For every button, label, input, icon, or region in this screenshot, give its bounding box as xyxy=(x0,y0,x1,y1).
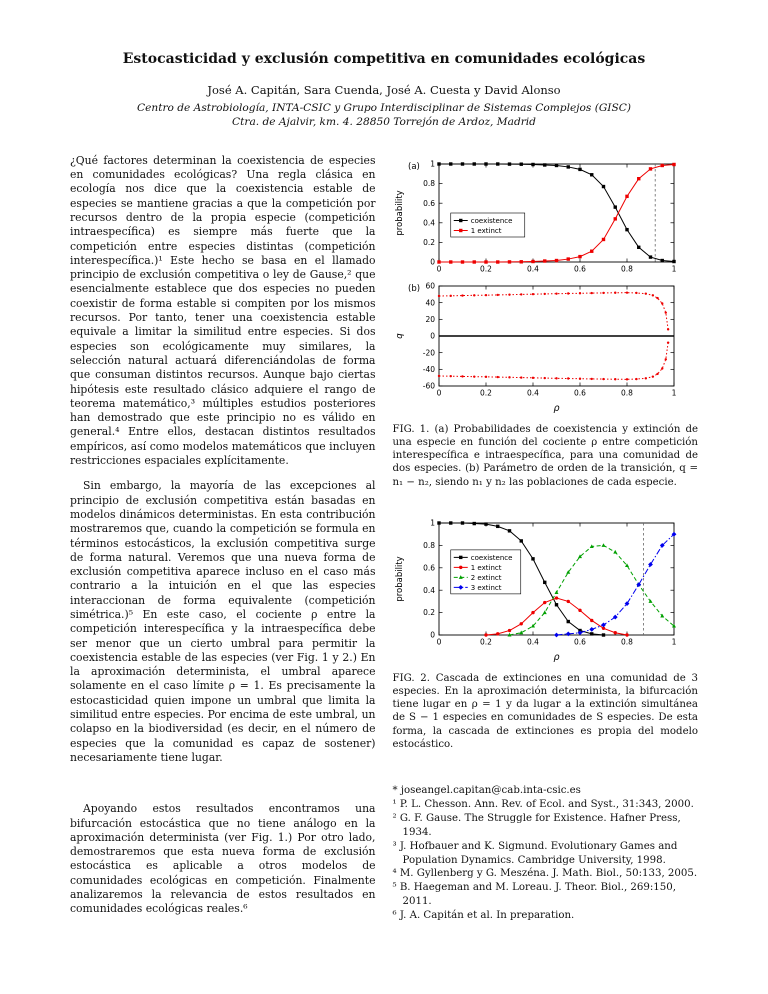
svg-text:coexistence: coexistence xyxy=(470,553,512,562)
left-column xyxy=(70,154,376,923)
svg-text:-40: -40 xyxy=(422,364,435,374)
svg-text:1: 1 xyxy=(429,518,435,528)
figure-1a-chart xyxy=(393,154,699,278)
svg-text:(a): (a) xyxy=(407,161,420,172)
footnote: ¹ P. L. Chesson. Ann. Rev. of Ecol. and Syst., 31:343, 2000. xyxy=(392,798,694,810)
svg-text:0.2: 0.2 xyxy=(479,264,492,274)
svg-text:0: 0 xyxy=(436,264,441,274)
svg-text:0.8: 0.8 xyxy=(422,178,435,188)
svg-text:40: 40 xyxy=(424,298,435,308)
svg-text:q: q xyxy=(394,333,405,339)
svg-text:0.8: 0.8 xyxy=(422,540,435,550)
svg-text:0.6: 0.6 xyxy=(422,198,435,208)
footnote: ⁵ B. Haegeman and M. Loreau. J. Theor. Biol., 269:150, 2011. xyxy=(392,882,676,908)
figure-2-chart xyxy=(393,515,699,667)
paper-title: Estocasticidad y exclusión competitiva en comunidades ecológicas xyxy=(122,51,646,67)
svg-text:(b): (b) xyxy=(407,283,420,294)
svg-text:ρ: ρ xyxy=(552,402,560,414)
svg-text:0: 0 xyxy=(436,388,441,398)
paper-authors: José A. Capitán, Sara Cuenda, José A. Cuesta y David Alonso xyxy=(207,83,561,98)
svg-text:1 extinct: 1 extinct xyxy=(470,226,501,235)
figure-1 xyxy=(393,154,699,489)
two-column-layout xyxy=(70,154,698,923)
svg-text:coexistence: coexistence xyxy=(470,216,512,225)
svg-text:1: 1 xyxy=(671,388,676,398)
svg-text:-20: -20 xyxy=(422,348,435,358)
svg-text:probability: probability xyxy=(394,190,405,236)
svg-text:20: 20 xyxy=(424,314,435,324)
paper-header xyxy=(70,50,698,130)
svg-text:3 extinct: 3 extinct xyxy=(470,583,501,592)
svg-text:0.4: 0.4 xyxy=(526,637,539,647)
paragraph-3: Apoyando estos resultados encontramos una bifurcación estocástica que no tiene análogo en la aproximación determinista (ver Fig. 1.) Por otro lado, demostraremos que esta nueva forma de exclusión estocástica es aplicable a otros modelos de comunidades ecológicas en competición. Finalmente analizaremos la relevancia de estos resultados en comunidades ecológicas reales.⁶ xyxy=(70,802,376,916)
figure-1-caption: FIG. 1. (a) Probabilidades de coexistencia y extinción de una especie en función del cociente ρ entre competición interespecífica e intraespecífica, para una comunidad de dos especies. (b) Parámetro de orden de la transición, q = n₁ − n₂, siendo n₁ y n₂ las poblaciones de cada especie. xyxy=(392,423,698,488)
svg-text:1: 1 xyxy=(671,264,676,274)
footnote: ² G. F. Gause. The Struggle for Existence. Hafner Press, 1934. xyxy=(392,812,681,838)
svg-text:0: 0 xyxy=(429,257,435,267)
footnote: ⁶ J. A. Capitán et al. In preparation. xyxy=(392,910,575,922)
svg-text:1: 1 xyxy=(671,637,676,647)
svg-text:0.4: 0.4 xyxy=(526,388,539,398)
svg-text:0.2: 0.2 xyxy=(422,237,435,247)
figure-1b-chart xyxy=(393,278,699,418)
svg-text:0.8: 0.8 xyxy=(620,388,633,398)
svg-text:2 extinct: 2 extinct xyxy=(470,573,501,582)
paper-affiliation: Centro de Astrobiología, INTA-CSIC y Grupo Interdisciplinar de Sistemas Complejos (GISC) xyxy=(137,102,631,115)
footnote: ³ J. Hofbauer and K. Sigmund. Evolutionary Games and Population Dynamics. Cambridge University, 1998. xyxy=(392,840,678,866)
svg-text:0.6: 0.6 xyxy=(422,563,435,573)
svg-text:0.2: 0.2 xyxy=(479,388,492,398)
svg-text:0.8: 0.8 xyxy=(620,264,633,274)
figure-2 xyxy=(393,515,699,751)
footnotes xyxy=(393,784,699,923)
footnote: * joseangel.capitan@cab.inta-csic.es xyxy=(392,785,581,797)
right-column xyxy=(393,154,699,923)
svg-text:0.8: 0.8 xyxy=(620,637,633,647)
figure-2-caption: FIG. 2. Cascada de extinciones en una comunidad de 3 especies. En la aproximación determinista, la bifurcación tiene lugar en ρ = 1 y da lugar a la extinción simultánea de S − 1 especies en comunidades de S especies. De esta forma, la cascada de extinciones es propia del modelo estocástico. xyxy=(392,672,698,750)
svg-text:ρ: ρ xyxy=(552,651,560,663)
svg-text:0.4: 0.4 xyxy=(422,585,435,595)
svg-text:-60: -60 xyxy=(422,381,435,391)
svg-text:1: 1 xyxy=(429,159,435,169)
svg-text:0.6: 0.6 xyxy=(573,264,586,274)
footnote: ⁴ M. Gyllenberg y G. Meszéna. J. Math. Biol., 50:133, 2005. xyxy=(392,868,698,880)
svg-text:0.4: 0.4 xyxy=(422,218,435,228)
svg-text:probability: probability xyxy=(394,556,405,602)
paragraph-1: ¿Qué factores determinan la coexistencia de especies en comunidades ecológicas? Una regla clásica en ecología nos dice que la coexistencia estable de especies se mantiene gracias a que la competición por recursos dentro de la propia especie (competición intraespecífica) es siempre más fuerte que la competición entre especies distintas (competición interespecífica.)¹ Este hecho se basa en el llamado principio de exclusión competitiva o ley de Gause,² que esencialmente establece que dos especies no pueden coexistir de forma estable si compiten por los mismos recursos. Por tanto, tener una coexistencia estable equivale a limitar la similitud entre especies. Si dos especies son ecológicamente muy similares, la selección natural actuará diferenciándolas de forma que consuman distintos recursos. Aunque bajo ciertas hipótesis este resultado clásico adquiere el rango de teorema matemático,³ múltiples estudios posteriores han demostrado que este principio no es válido en general.⁴ Entre ellos, destacan distintos resultados empíricos, así como modelos matemáticos que incluyen restricciones espaciales explícitamente. xyxy=(70,153,376,468)
svg-text:1 extinct: 1 extinct xyxy=(470,563,501,572)
svg-text:0.4: 0.4 xyxy=(526,264,539,274)
svg-text:0: 0 xyxy=(429,630,435,640)
svg-text:0.2: 0.2 xyxy=(479,637,492,647)
svg-text:0.6: 0.6 xyxy=(573,388,586,398)
svg-text:0: 0 xyxy=(429,331,435,341)
svg-text:0.2: 0.2 xyxy=(422,607,435,617)
paragraph-2: Sin embargo, la mayoría de las excepciones al principio de exclusión competitiva están basadas en modelos dinámicos deterministas. En esta contribución mostraremos que, cuando la competición se formula en términos estocásticos, la exclusión competitiva surge de forma natural. Veremos que una nueva forma de exclusión competitiva aparece incluso en el caso más contrario a la intuición en el que las especies interaccionan de forma equivalente (competición simétrica.)⁵ En este caso, el cociente ρ entre la competición interespecífica y la intraespecífica debe ser menor que un cierto umbral para permitir la coexistencia estable de las especies (ver Fig. 1 y 2.) En la aproximación determinista, el umbral aparece solamente en el caso límite ρ = 1. Es precisamente la estocasticidad quien impone un umbral que limita la similitud entre especies. Por encima de este umbral, un colapso en la biodiversidad (es decir, en el número de especies que la comunidad es capaz de sostener) necesariamente tiene lugar. xyxy=(70,479,376,764)
svg-text:0: 0 xyxy=(436,637,441,647)
svg-text:60: 60 xyxy=(424,281,435,291)
paper-address: Ctra. de Ajalvir, km. 4. 28850 Torrejón de Ardoz, Madrid xyxy=(232,116,536,129)
svg-text:0.6: 0.6 xyxy=(573,637,586,647)
